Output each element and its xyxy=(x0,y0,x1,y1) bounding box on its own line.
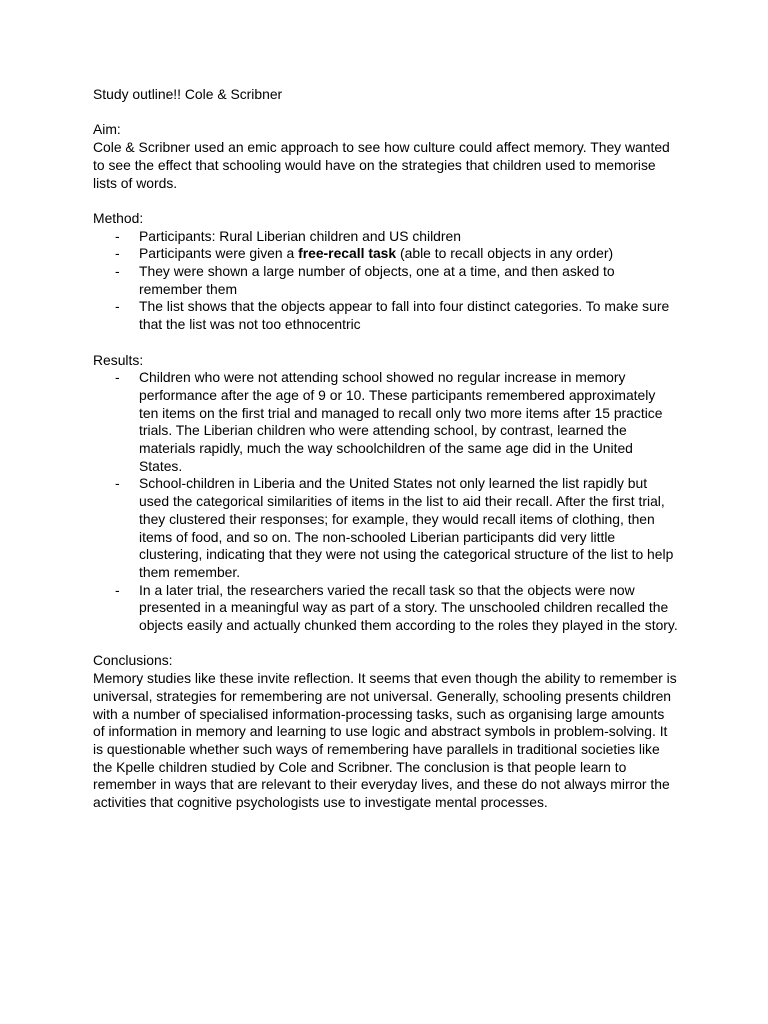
document-title: Study outline!! Cole & Scribner xyxy=(93,86,283,102)
results-item: - Children who were not attending school showed no regular increase in memory performance after the age of 9 or 10. These participants remembered approximately ten items on the first trial and managed to recall only two more items after 15 practice trials. The Liberian children who were attending school, by contrast, learned the materials rapidly, much the way schoolchildren of the same age did in the United States. xyxy=(139,369,678,475)
method-list xyxy=(93,228,678,334)
spacer xyxy=(93,334,678,352)
method-item-text: (able to recall objects in any order) xyxy=(396,245,614,262)
method-heading: Method: xyxy=(93,209,144,226)
method-item-text: Participants were given a xyxy=(139,245,299,262)
results-item: - In a later trial, the researchers varied the recall task so that the objects were now presented in a meaningful way as part of a story. The unschooled children recalled the objects easily and actually chunked them according to the roles they played in the story. xyxy=(139,582,678,635)
results-item: - School-children in Liberia and the United States not only learned the list rapidly but used the categorical similarities of items in the list to aid their recall. After the first trial, they clustered their responses; for example, they would recall items of clothing, then items of food, and so on. The non-schooled Liberian participants did very little clustering, indicating that they were not using the categorical structure of the list to help them remember. xyxy=(139,475,678,581)
method-item: - The list shows that the objects appear to fall into four distinct categories. To make sure that the list was not too ethnocentric xyxy=(139,298,678,333)
spacer xyxy=(93,192,678,210)
conclusions-text: Memory studies like these invite reflection. It seems that even though the ability to remember is universal, strategies for remembering are not universal. Generally, schooling presents children with a number of specialised information-processing tasks, such as organising large amounts of information in memory and learning to use logic and abstract symbols in problem-solving. It is questionable whether such ways of remembering have parallels in traditional societies like the Kpelle children studied by Cole and Scribner. The conclusion is that people learn to remember in ways that are relevant to their everyday lives, and these do not always mirror the activities that cognitive psychologists use to investigate mental processes. xyxy=(93,670,677,811)
conclusions-heading: Conclusions: xyxy=(93,652,173,669)
method-item xyxy=(139,245,678,263)
spacer xyxy=(93,104,678,122)
results-list xyxy=(93,369,678,635)
aim-heading: Aim: xyxy=(93,121,121,138)
method-item-bold-term: free-recall task xyxy=(298,245,397,262)
results-heading: Results: xyxy=(93,351,144,368)
method-item: - They were shown a large number of objects, one at a time, and then asked to remember them xyxy=(139,263,678,298)
aim-text: Cole & Scribner used an emic approach to see how culture could affect memory. They wanted to see the effect that schooling would have on the strategies that children used to memorise lists of words. xyxy=(93,139,670,191)
spacer xyxy=(93,635,678,653)
method-item: - Participants: Rural Liberian children and US children xyxy=(139,228,678,246)
